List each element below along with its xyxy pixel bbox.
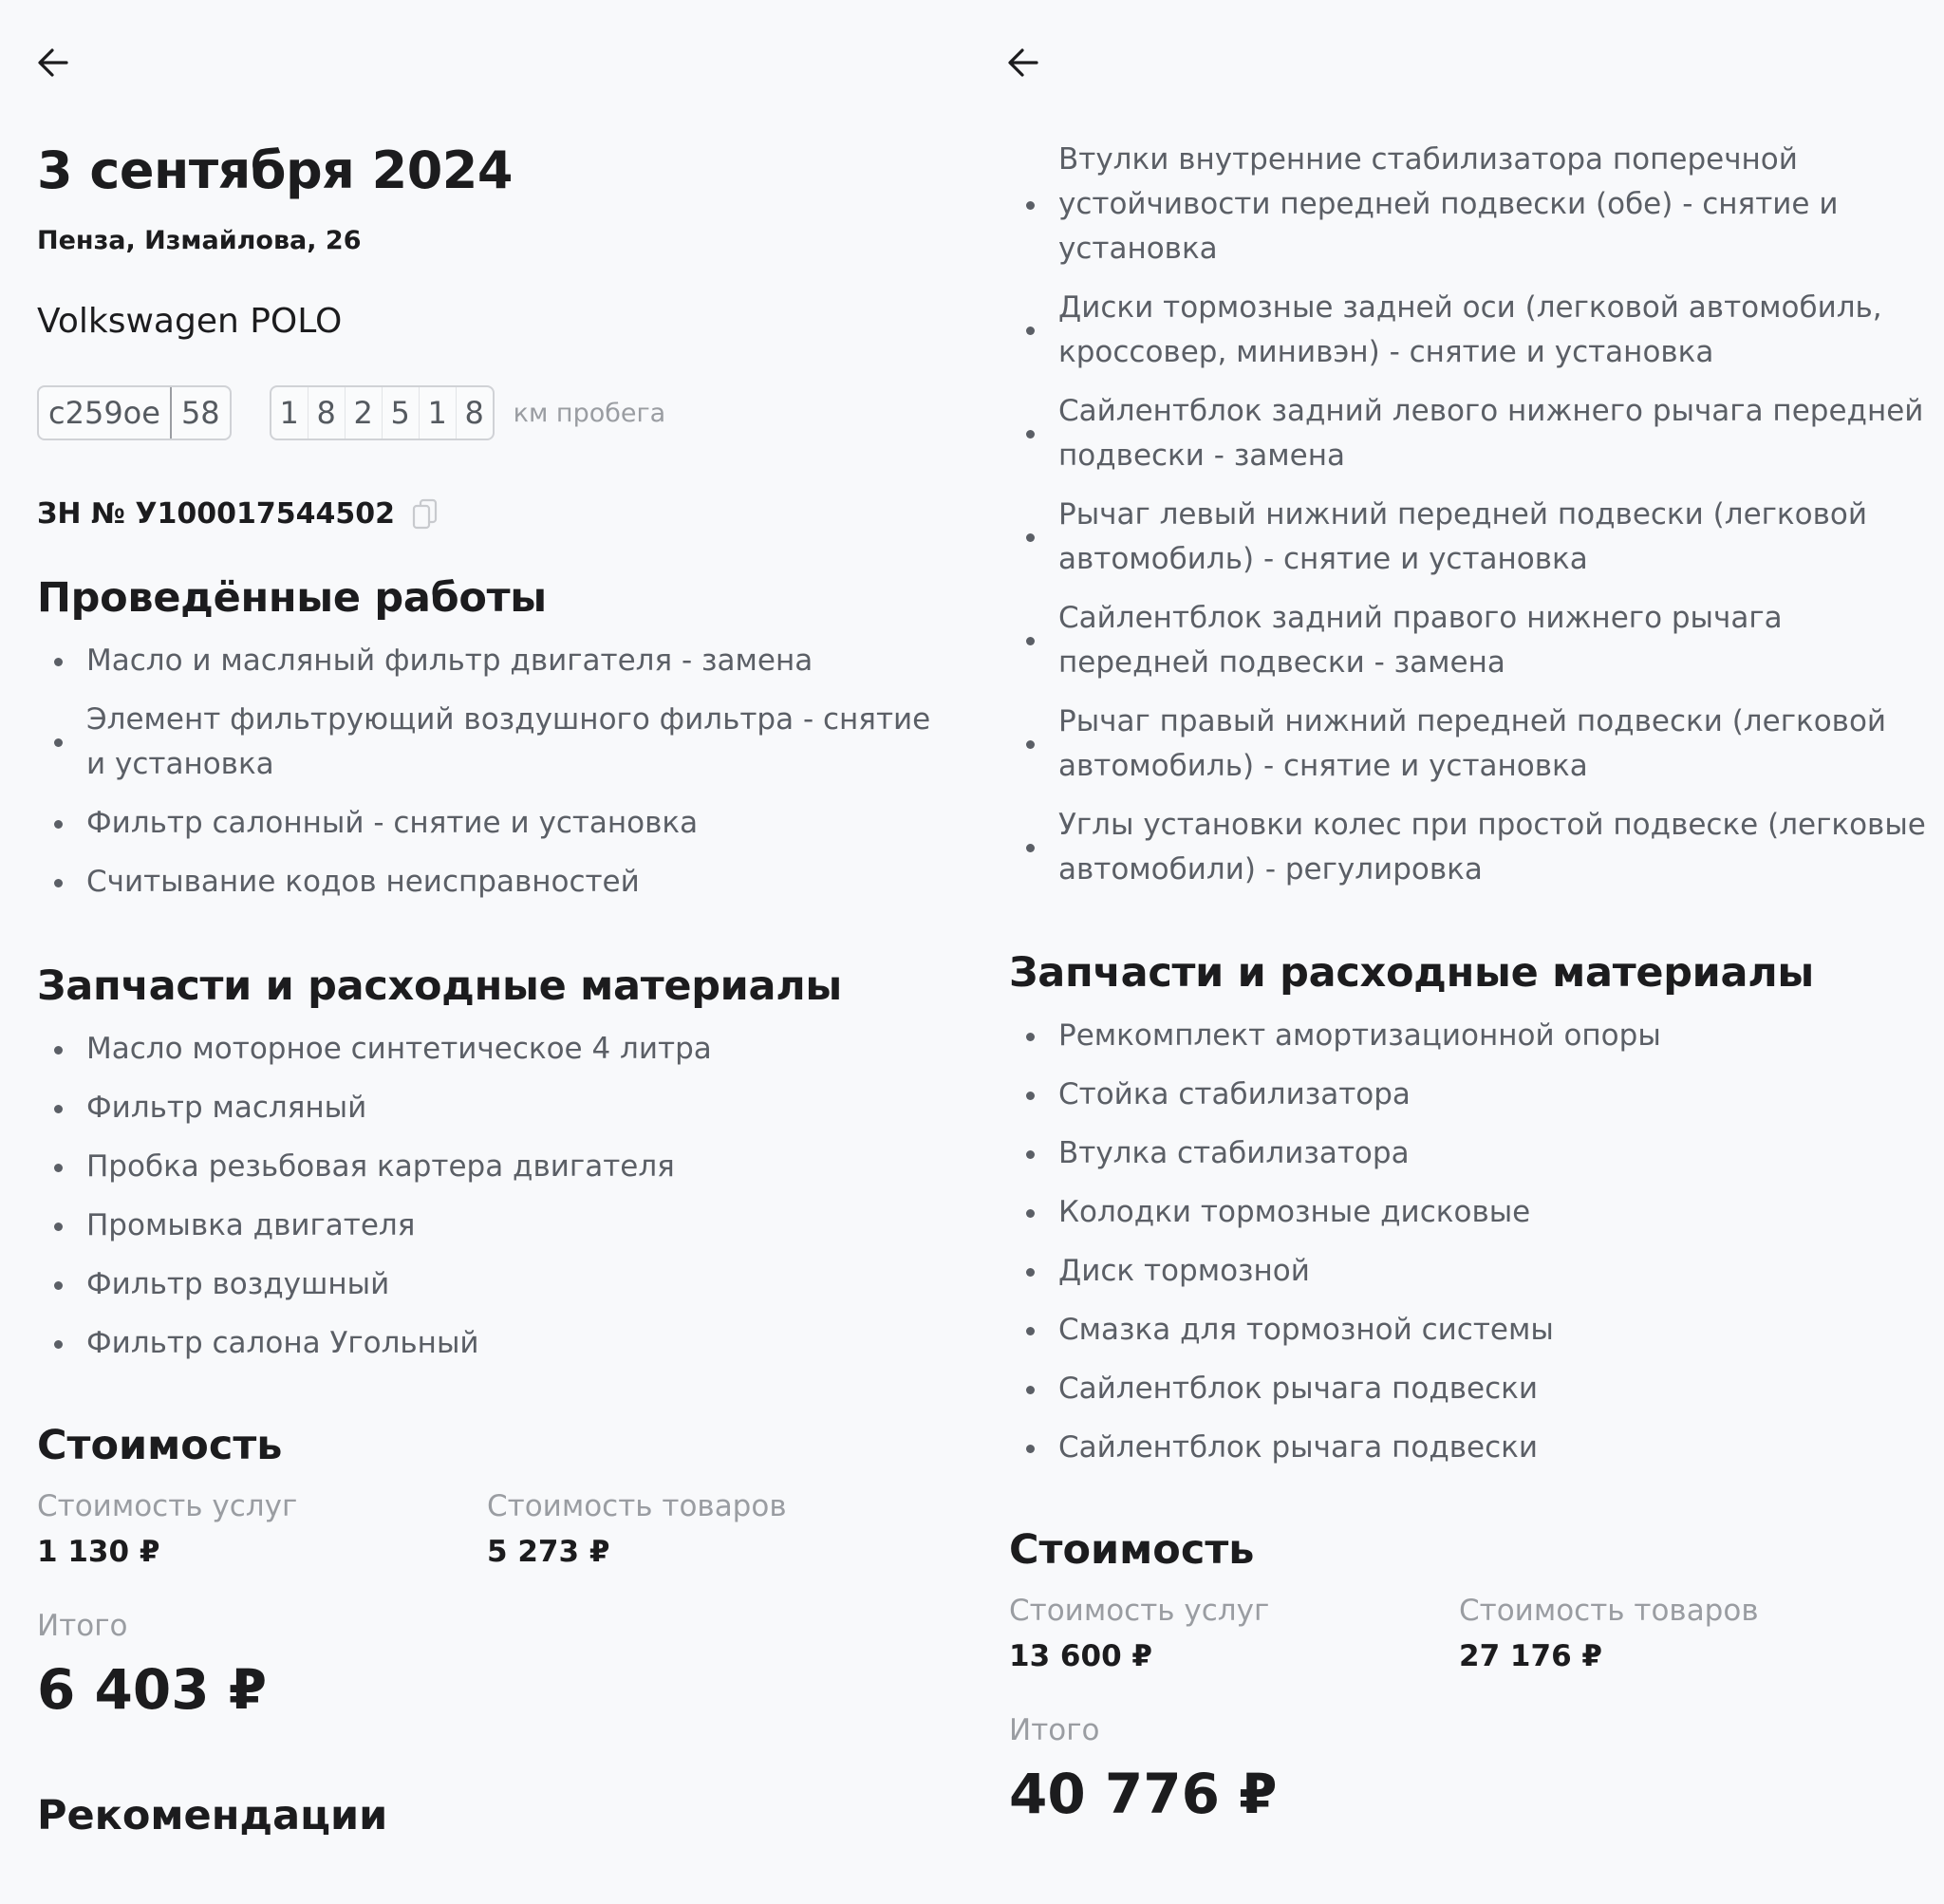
goods-cost [487,1484,937,1576]
odometer-digit: 5 [382,387,419,439]
list-item [1009,1249,1925,1294]
services-cost-value: 1 130 ₽ [37,1535,160,1569]
order-number: ЗН № У100017544502 [37,497,396,531]
list-item-text: Элемент фильтрующий воздушного фильтра - снятие и установка [86,702,931,781]
bullet-icon [1026,1150,1035,1159]
list-item-text: Стойка стабилизатора [1058,1077,1411,1111]
parts-list [1009,1014,1925,1470]
list-item [1009,803,1935,892]
list-item-text: Масло моторное синтетическое 4 литра [86,1032,712,1066]
parts-list [37,1027,953,1366]
services-cost-label: Стоимость услуг [1009,1594,1270,1628]
back-button[interactable] [28,38,78,87]
list-item [37,860,953,905]
list-item-text: Смазка для тормозной системы [1058,1313,1554,1347]
vehicle-info-row [37,385,665,440]
services-cost [37,1484,487,1576]
page-title: 3 сентября 2024 [37,140,513,200]
cost-section [37,1422,948,1727]
works-list [37,639,953,905]
arrow-left-icon [34,44,72,82]
list-item-text: Диск тормозной [1058,1254,1310,1288]
odometer [270,385,495,440]
works-section [37,574,953,919]
list-item [37,801,953,846]
list-item [1009,389,1935,478]
parts-section [1009,949,1925,1484]
address: Пенза, Измайлова, 26 [37,226,362,255]
list-item [1009,1367,1925,1411]
cost-heading: Стоимость [37,1422,283,1469]
copy-button[interactable] [412,498,440,531]
bullet-icon [54,1340,63,1349]
bullet-icon [1026,1445,1035,1453]
list-item-text: Фильтр салона Угольный [86,1326,479,1360]
list-item [37,1321,953,1366]
list-item [37,1086,953,1130]
bullet-icon [54,1223,63,1231]
list-item-text: Сайлентблок рычага подвески [1058,1430,1539,1465]
list-item [1009,493,1935,582]
works-list [1009,138,1935,892]
list-item-text: Рычаг правый нижний передней подвески (легковой автомобиль) - снятие и установка [1058,704,1887,783]
bullet-icon [54,1046,63,1055]
list-item-text: Промывка двигателя [86,1208,416,1242]
bullet-icon [1026,430,1035,439]
bullet-icon [54,1281,63,1290]
bullet-icon [1026,1092,1035,1100]
parts-section [37,962,953,1380]
list-item-text: Масло и масляный фильтр двигателя - замена [86,644,813,678]
list-item-text: Сайлентблок задний левого нижнего рычага передней подвески - замена [1058,394,1924,473]
order-number-row [37,497,440,531]
cost-breakdown [37,1484,948,1576]
services-cost-value: 13 600 ₽ [1009,1639,1153,1673]
copy-icon [412,498,440,531]
odometer-digit: 8 [308,387,345,439]
list-item [1009,1308,1925,1353]
list-item [1009,1131,1925,1176]
bullet-icon [1026,1327,1035,1335]
list-item [37,639,953,683]
list-item-text: Фильтр воздушный [86,1267,390,1301]
bullet-icon [54,658,63,666]
list-item [1009,1190,1925,1235]
bullet-icon [1026,327,1035,335]
plate-number: с259ое [48,395,160,431]
list-item [1009,1073,1925,1117]
back-button[interactable] [999,38,1048,87]
goods-cost-label: Стоимость товаров [487,1489,787,1523]
odometer-digit: 1 [279,395,299,431]
goods-cost-value: 27 176 ₽ [1459,1639,1603,1673]
arrow-left-icon [1004,44,1042,82]
total-value: 40 776 ₽ [1009,1762,1278,1826]
cost-heading: Стоимость [1009,1526,1255,1574]
cost-section [1009,1526,1920,1832]
list-item-text: Сайлентблок рычага подвески [1058,1372,1539,1406]
works-heading: Проведённые работы [37,574,547,622]
list-item [1009,138,1935,271]
list-item-text: Диски тормозные задней оси (легковой автомобиль, кроссовер, минивэн) - снятие и установка [1058,290,1882,369]
parts-heading: Запчасти и расходные материалы [1009,949,1814,997]
odometer-digit: 8 [456,387,493,439]
total-label: Итого [37,1609,128,1643]
bullet-icon [1026,1268,1035,1277]
bullet-icon [1026,637,1035,645]
mileage-label: км пробега [513,398,666,428]
list-item [1009,1014,1925,1058]
bullet-icon [54,1105,63,1113]
list-item-text: Сайлентблок задний правого нижнего рычага передней подвески - замена [1058,601,1783,680]
list-item-text: Считывание кодов неисправностей [86,865,640,899]
bullet-icon [1026,1209,1035,1218]
list-item [37,698,953,787]
works-section [1009,138,1935,906]
services-cost [1009,1589,1459,1680]
license-plate [37,385,232,440]
list-item-text: Втулка стабилизатора [1058,1136,1410,1170]
list-item [1009,1426,1925,1470]
list-item [37,1145,953,1189]
list-item [1009,596,1935,685]
list-item-text: Ремкомплект амортизационной опоры [1058,1018,1661,1053]
total-value: 6 403 ₽ [37,1657,268,1722]
list-item-text: Пробка резьбовая картера двигателя [86,1149,675,1184]
bullet-icon [1026,533,1035,542]
bullet-icon [54,738,63,747]
list-item [37,1262,953,1307]
list-item [37,1027,953,1072]
bullet-icon [54,879,63,887]
bullet-icon [1026,740,1035,749]
list-item [37,1204,953,1248]
cost-breakdown [1009,1589,1920,1680]
list-item-text: Втулки внутренние стабилизатора поперечной устойчивости передней подвески (обе) - снятие и установка [1058,142,1839,266]
odometer-digit: 1 [419,387,456,439]
bullet-icon [1026,1386,1035,1394]
goods-cost-label: Стоимость товаров [1459,1594,1759,1628]
list-item-text: Углы установки колес при простой подвеске (легковые автомобили) - регулировка [1058,808,1926,887]
bullet-icon [1026,201,1035,210]
parts-heading: Запчасти и расходные материалы [37,962,842,1010]
goods-cost-value: 5 273 ₽ [487,1535,610,1569]
services-cost-label: Стоимость услуг [37,1489,298,1523]
recommendations-heading: Рекомендации [37,1792,388,1839]
right-screen [972,0,1944,1904]
plate-region: 58 [170,387,230,439]
list-item [1009,286,1935,375]
goods-cost [1459,1589,1909,1680]
total-label: Итого [1009,1713,1100,1747]
bullet-icon [1026,1033,1035,1041]
bullet-icon [54,820,63,829]
car-model: Volkswagen POLO [37,302,343,341]
list-item [1009,700,1935,789]
bullet-icon [1026,844,1035,852]
bullet-icon [54,1164,63,1172]
list-item-text: Колодки тормозные дисковые [1058,1195,1531,1229]
odometer-digit: 2 [345,387,382,439]
list-item-text: Фильтр салонный - снятие и установка [86,806,699,840]
list-item-text: Рычаг левый нижний передней подвески (легковой автомобиль) - снятие и установка [1058,497,1868,576]
list-item-text: Фильтр масляный [86,1091,367,1125]
